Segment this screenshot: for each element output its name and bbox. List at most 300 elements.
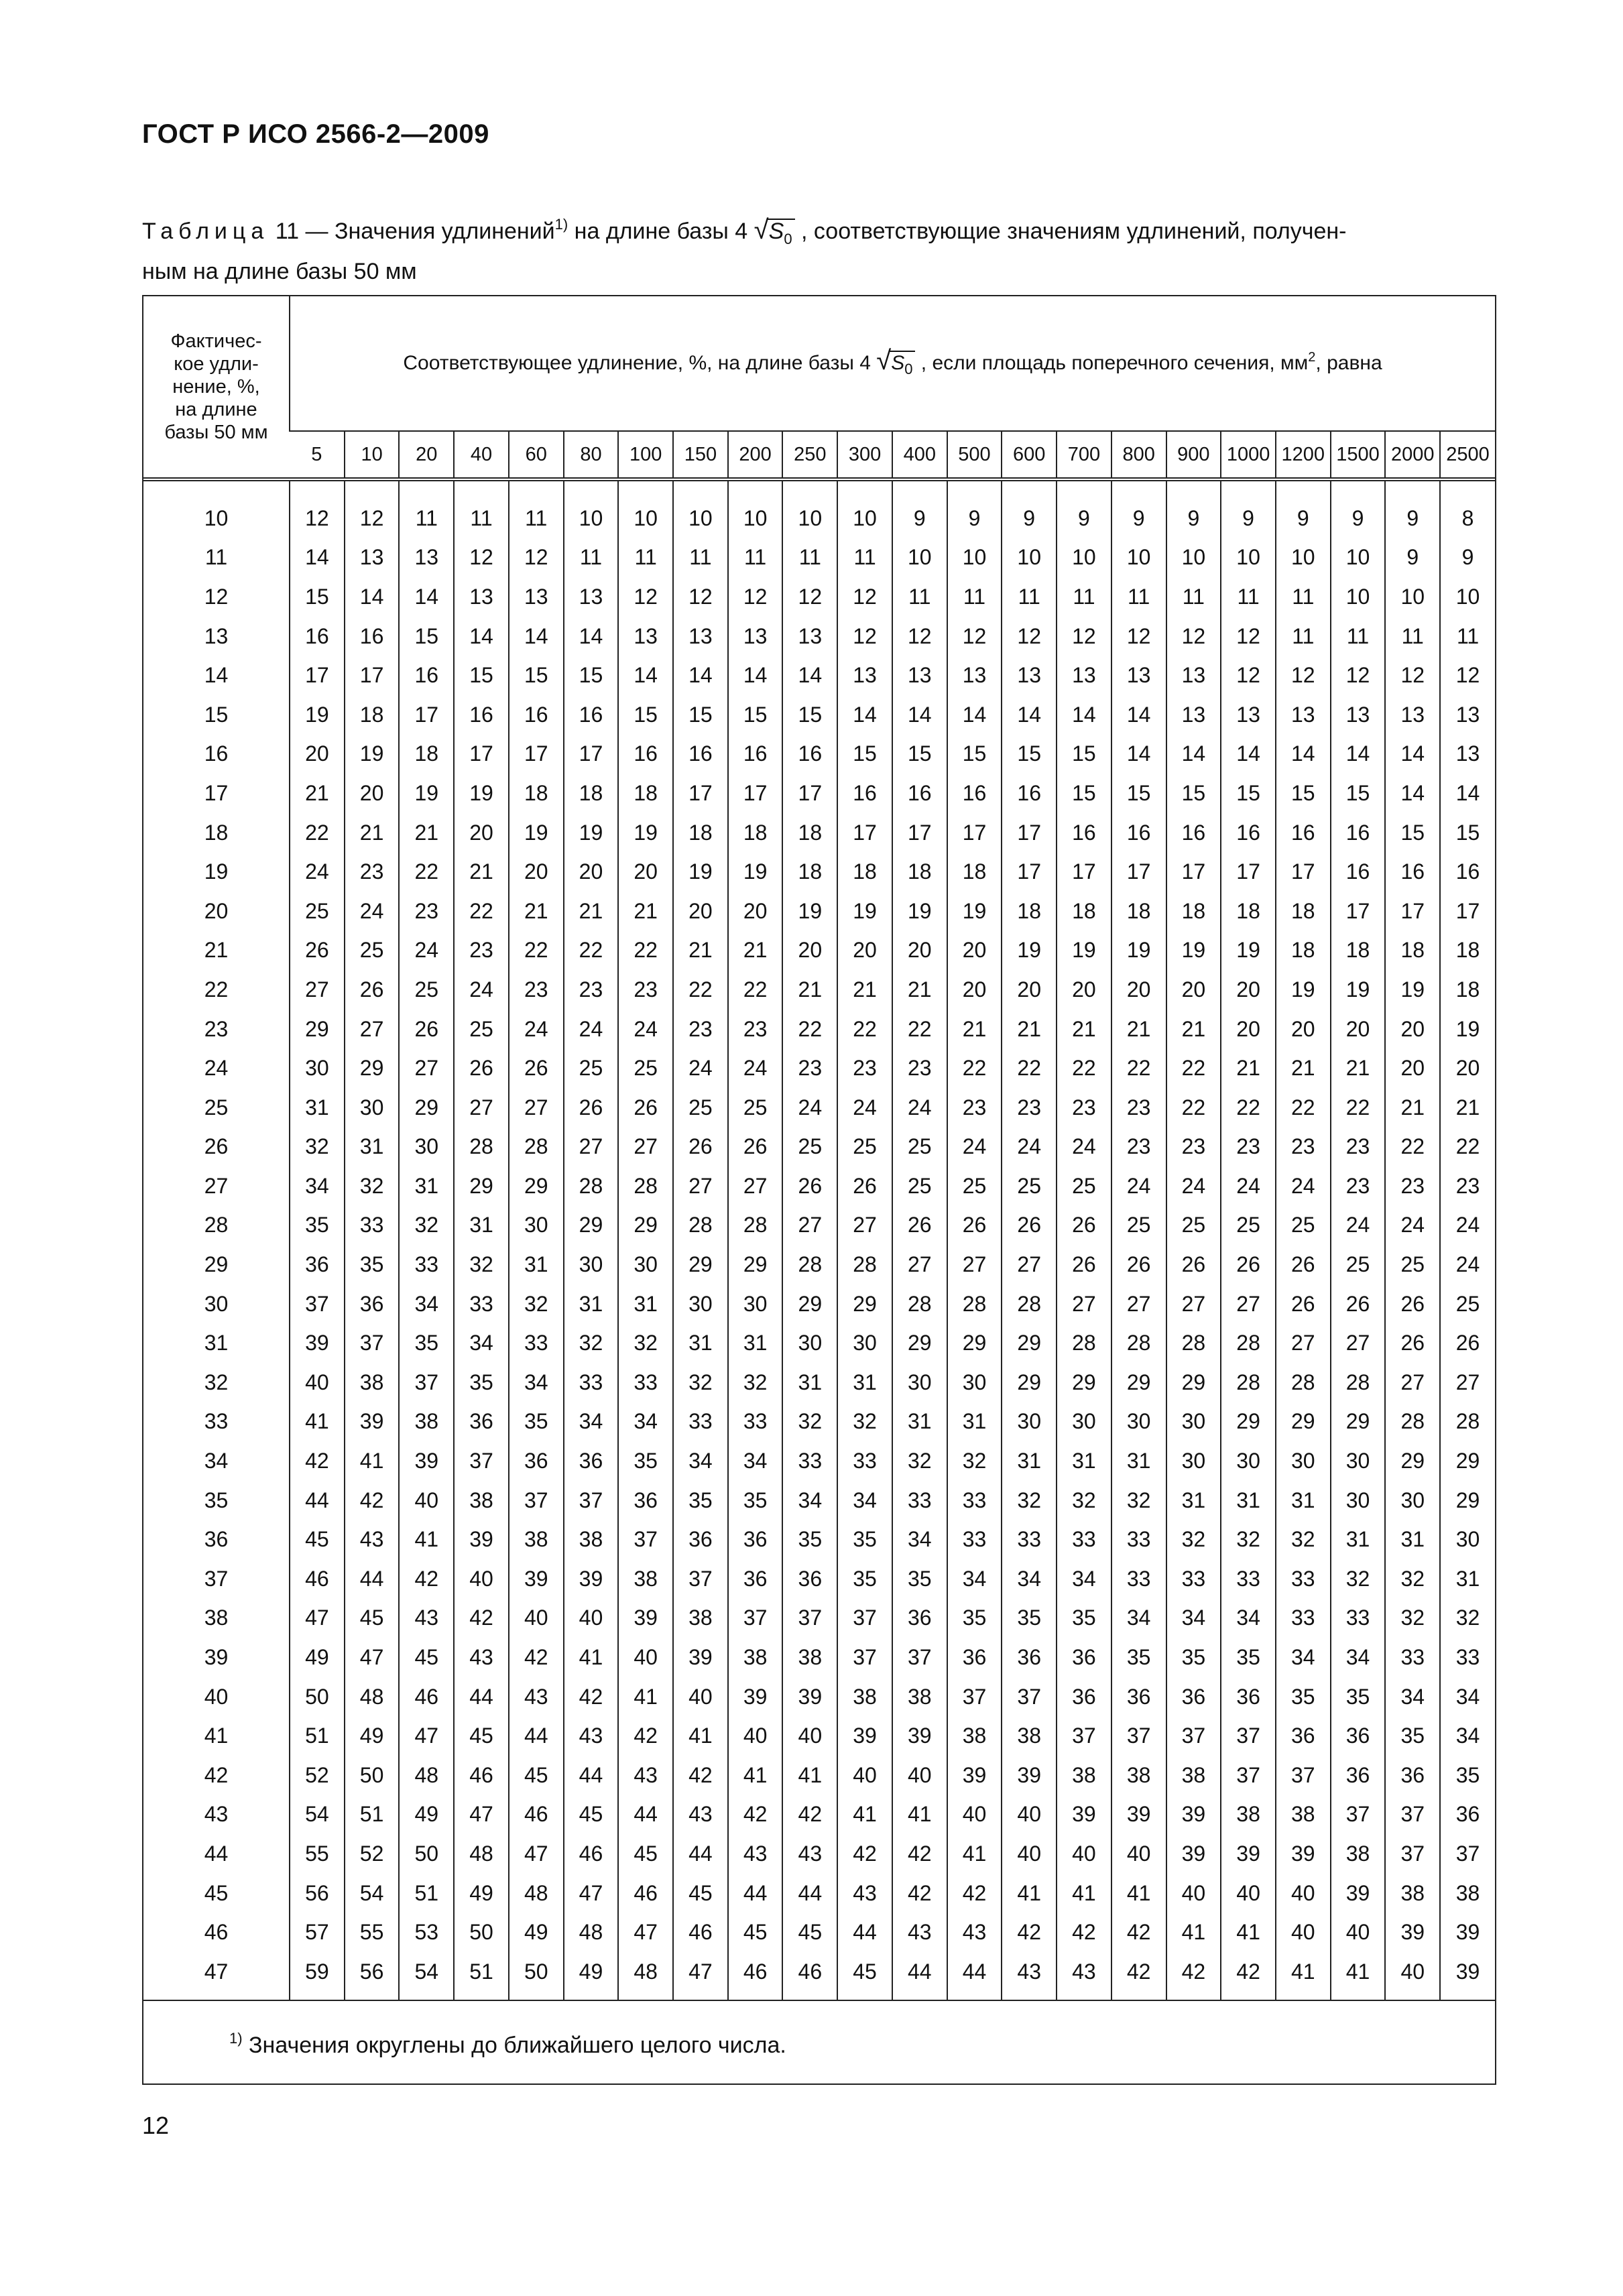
value-cell: 34 bbox=[728, 1441, 783, 1481]
spacer-cell bbox=[1385, 479, 1440, 499]
value-cell: 50 bbox=[399, 1834, 454, 1874]
value-cell: 36 bbox=[1331, 1756, 1386, 1795]
value-cell: 15 bbox=[1385, 813, 1440, 853]
value-cell: 13 bbox=[454, 577, 509, 617]
value-cell: 27 bbox=[564, 1128, 619, 1167]
area-column-header: 2500 bbox=[1440, 431, 1495, 479]
value-cell: 29 bbox=[1166, 1363, 1221, 1402]
caption-text-b: на длине базы 4 bbox=[568, 219, 754, 244]
value-cell: 26 bbox=[399, 1010, 454, 1049]
value-cell: 31 bbox=[1166, 1481, 1221, 1520]
value-cell: 17 bbox=[399, 695, 454, 735]
value-cell: 19 bbox=[1057, 931, 1111, 971]
spacer-cell bbox=[947, 479, 1002, 499]
value-cell: 19 bbox=[1002, 931, 1057, 971]
spacer-cell bbox=[892, 1992, 947, 2000]
value-cell: 17 bbox=[728, 774, 783, 813]
value-cell: 42 bbox=[1221, 1952, 1276, 1992]
value-cell: 39 bbox=[1002, 1756, 1057, 1795]
spacer-cell bbox=[454, 1992, 509, 2000]
value-cell: 21 bbox=[1057, 1010, 1111, 1049]
value-cell: 36 bbox=[728, 1520, 783, 1559]
caption-label: Таблица bbox=[142, 219, 269, 244]
value-cell: 30 bbox=[947, 1363, 1002, 1402]
value-cell: 26 bbox=[837, 1166, 892, 1206]
value-cell: 30 bbox=[837, 1323, 892, 1363]
value-cell: 37 bbox=[728, 1599, 783, 1638]
value-cell: 43 bbox=[728, 1834, 783, 1874]
value-cell: 35 bbox=[1331, 1677, 1386, 1717]
value-cell: 37 bbox=[673, 1559, 728, 1599]
value-cell: 27 bbox=[1440, 1363, 1495, 1402]
value-cell: 43 bbox=[837, 1874, 892, 1913]
value-cell: 17 bbox=[1111, 852, 1166, 892]
value-cell: 39 bbox=[618, 1599, 673, 1638]
value-cell: 17 bbox=[1331, 892, 1386, 931]
value-cell: 40 bbox=[1276, 1874, 1331, 1913]
value-cell: 12 bbox=[782, 577, 837, 617]
value-cell: 40 bbox=[837, 1756, 892, 1795]
table-row bbox=[143, 813, 1495, 853]
value-cell: 16 bbox=[1385, 852, 1440, 892]
value-cell: 29 bbox=[618, 1206, 673, 1246]
spacer-cell bbox=[1002, 1992, 1057, 2000]
value-cell: 38 bbox=[1057, 1756, 1111, 1795]
value-cell: 48 bbox=[564, 1913, 619, 1952]
value-cell: 28 bbox=[1111, 1323, 1166, 1363]
value-cell: 33 bbox=[947, 1520, 1002, 1559]
value-cell: 13 bbox=[345, 538, 400, 578]
value-cell: 40 bbox=[1166, 1874, 1221, 1913]
value-cell: 25 bbox=[290, 892, 345, 931]
value-cell: 43 bbox=[892, 1913, 947, 1952]
value-cell: 19 bbox=[1385, 970, 1440, 1010]
value-cell: 30 bbox=[1166, 1402, 1221, 1442]
spacer-cell bbox=[1057, 479, 1111, 499]
value-cell: 12 bbox=[1276, 656, 1331, 695]
value-cell: 14 bbox=[782, 656, 837, 695]
spacer-cell bbox=[728, 479, 783, 499]
value-cell: 21 bbox=[509, 892, 564, 931]
value-cell: 37 bbox=[454, 1441, 509, 1481]
value-cell: 47 bbox=[564, 1874, 619, 1913]
value-cell: 9 bbox=[1166, 499, 1221, 538]
value-cell: 40 bbox=[1276, 1913, 1331, 1952]
value-cell: 37 bbox=[618, 1520, 673, 1559]
value-cell: 18 bbox=[1276, 931, 1331, 971]
value-cell: 44 bbox=[837, 1913, 892, 1952]
row-label-cell: 45 bbox=[204, 1880, 229, 1905]
value-cell: 37 bbox=[290, 1284, 345, 1324]
value-cell: 35 bbox=[1440, 1756, 1495, 1795]
value-cell: 27 bbox=[399, 1048, 454, 1088]
value-cell: 22 bbox=[1385, 1128, 1440, 1167]
value-cell: 30 bbox=[1385, 1481, 1440, 1520]
value-cell: 29 bbox=[1002, 1363, 1057, 1402]
value-cell: 36 bbox=[618, 1481, 673, 1520]
value-cell: 59 bbox=[290, 1952, 345, 1992]
value-cell: 38 bbox=[782, 1638, 837, 1677]
value-cell: 11 bbox=[1276, 577, 1331, 617]
value-cell: 21 bbox=[290, 774, 345, 813]
value-cell: 37 bbox=[399, 1363, 454, 1402]
value-cell: 26 bbox=[1057, 1245, 1111, 1284]
value-cell: 27 bbox=[673, 1166, 728, 1206]
value-cell: 11 bbox=[1440, 617, 1495, 656]
value-cell: 36 bbox=[1166, 1677, 1221, 1717]
value-cell: 34 bbox=[1385, 1677, 1440, 1717]
value-cell: 21 bbox=[1166, 1010, 1221, 1049]
spacer-cell bbox=[1331, 479, 1386, 499]
value-cell: 33 bbox=[399, 1245, 454, 1284]
value-cell: 35 bbox=[454, 1363, 509, 1402]
value-cell: 39 bbox=[1111, 1795, 1166, 1835]
value-cell: 41 bbox=[947, 1834, 1002, 1874]
area-column-header: 300 bbox=[837, 431, 892, 479]
value-cell: 32 bbox=[1111, 1481, 1166, 1520]
value-cell: 39 bbox=[1331, 1874, 1386, 1913]
row-label-cell: 41 bbox=[204, 1724, 229, 1748]
value-cell: 23 bbox=[399, 892, 454, 931]
value-cell: 20 bbox=[1221, 970, 1276, 1010]
value-cell: 41 bbox=[673, 1716, 728, 1756]
value-cell: 9 bbox=[1276, 499, 1331, 538]
value-cell: 36 bbox=[947, 1638, 1002, 1677]
value-cell: 34 bbox=[1166, 1599, 1221, 1638]
value-cell: 13 bbox=[1331, 695, 1386, 735]
value-cell: 33 bbox=[1057, 1520, 1111, 1559]
value-cell: 24 bbox=[1057, 1128, 1111, 1167]
value-cell: 20 bbox=[618, 852, 673, 892]
radicand bbox=[890, 351, 915, 381]
value-cell: 13 bbox=[1385, 695, 1440, 735]
value-cell: 36 bbox=[454, 1402, 509, 1442]
value-cell: 40 bbox=[892, 1756, 947, 1795]
value-cell: 29 bbox=[1057, 1363, 1111, 1402]
value-cell: 18 bbox=[673, 813, 728, 853]
spacer-cell bbox=[618, 1992, 673, 2000]
value-cell: 15 bbox=[947, 735, 1002, 774]
value-cell: 25 bbox=[947, 1166, 1002, 1206]
value-cell: 25 bbox=[1385, 1245, 1440, 1284]
value-cell: 25 bbox=[1057, 1166, 1111, 1206]
value-cell: 29 bbox=[1276, 1402, 1331, 1442]
radicand-s: S bbox=[891, 352, 905, 374]
value-cell: 35 bbox=[782, 1520, 837, 1559]
value-cell: 31 bbox=[1385, 1520, 1440, 1559]
value-cell: 17 bbox=[345, 656, 400, 695]
value-cell: 37 bbox=[1221, 1756, 1276, 1795]
value-cell: 20 bbox=[782, 931, 837, 971]
value-cell: 15 bbox=[290, 577, 345, 617]
value-cell: 8 bbox=[1440, 499, 1495, 538]
value-cell: 10 bbox=[618, 499, 673, 538]
value-cell: 25 bbox=[1276, 1206, 1331, 1246]
spacer-cell bbox=[1057, 1992, 1111, 2000]
value-cell: 33 bbox=[618, 1363, 673, 1402]
value-cell: 45 bbox=[509, 1756, 564, 1795]
value-cell: 13 bbox=[892, 656, 947, 695]
value-cell: 18 bbox=[1331, 931, 1386, 971]
value-cell: 26 bbox=[1276, 1245, 1331, 1284]
value-cell: 43 bbox=[782, 1834, 837, 1874]
spacer-cell bbox=[837, 479, 892, 499]
value-cell: 35 bbox=[1002, 1599, 1057, 1638]
value-cell: 19 bbox=[1276, 970, 1331, 1010]
area-column-header: 700 bbox=[1057, 431, 1111, 479]
row-label-cell: 27 bbox=[204, 1173, 229, 1198]
value-cell: 17 bbox=[509, 735, 564, 774]
value-cell: 12 bbox=[673, 577, 728, 617]
span-header-a: Соответствующее удлинение, %, на длине базы 4 bbox=[403, 352, 877, 374]
value-cell: 29 bbox=[1111, 1363, 1166, 1402]
row-label-cell: 40 bbox=[204, 1684, 229, 1709]
value-cell: 33 bbox=[673, 1402, 728, 1442]
value-cell: 26 bbox=[673, 1128, 728, 1167]
value-cell: 32 bbox=[1331, 1559, 1386, 1599]
row-label-cell: 14 bbox=[204, 663, 229, 688]
value-cell: 43 bbox=[454, 1638, 509, 1677]
value-cell: 28 bbox=[618, 1166, 673, 1206]
span-header-sup: 2 bbox=[1308, 350, 1316, 365]
value-cell: 37 bbox=[1385, 1795, 1440, 1835]
value-cell: 42 bbox=[1057, 1913, 1111, 1952]
value-cell: 39 bbox=[1057, 1795, 1111, 1835]
value-cell: 15 bbox=[892, 735, 947, 774]
value-cell: 26 bbox=[1331, 1284, 1386, 1324]
value-cell: 25 bbox=[399, 970, 454, 1010]
row-label-cell: 21 bbox=[204, 938, 229, 963]
row-label-cell: 47 bbox=[204, 1959, 229, 1984]
value-cell: 30 bbox=[618, 1245, 673, 1284]
value-cell: 27 bbox=[947, 1245, 1002, 1284]
value-cell: 14 bbox=[837, 695, 892, 735]
spacer-cell bbox=[837, 1992, 892, 2000]
value-cell: 31 bbox=[1331, 1520, 1386, 1559]
value-cell: 50 bbox=[290, 1677, 345, 1717]
value-cell: 17 bbox=[1166, 852, 1221, 892]
value-cell: 12 bbox=[290, 499, 345, 538]
value-cell: 17 bbox=[837, 813, 892, 853]
value-cell: 40 bbox=[673, 1677, 728, 1717]
value-cell: 18 bbox=[564, 774, 619, 813]
value-cell: 28 bbox=[1331, 1363, 1386, 1402]
value-cell: 47 bbox=[618, 1913, 673, 1952]
value-cell: 39 bbox=[782, 1677, 837, 1717]
value-cell: 14 bbox=[1111, 735, 1166, 774]
spacer-cell bbox=[728, 1992, 783, 2000]
row-label-cell: 37 bbox=[204, 1566, 229, 1591]
value-cell: 37 bbox=[345, 1323, 400, 1363]
value-cell: 49 bbox=[399, 1795, 454, 1835]
value-cell: 38 bbox=[1276, 1795, 1331, 1835]
value-cell: 24 bbox=[1440, 1206, 1495, 1246]
value-cell: 39 bbox=[1385, 1913, 1440, 1952]
value-cell: 25 bbox=[1331, 1245, 1386, 1284]
value-cell: 26 bbox=[1385, 1284, 1440, 1324]
value-cell: 32 bbox=[509, 1284, 564, 1324]
value-cell: 18 bbox=[509, 774, 564, 813]
value-cell: 30 bbox=[290, 1048, 345, 1088]
value-cell: 26 bbox=[947, 1206, 1002, 1246]
value-cell: 20 bbox=[837, 931, 892, 971]
value-cell: 15 bbox=[1276, 774, 1331, 813]
value-cell: 28 bbox=[509, 1128, 564, 1167]
value-cell: 10 bbox=[892, 538, 947, 578]
value-cell: 48 bbox=[345, 1677, 400, 1717]
value-cell: 41 bbox=[399, 1520, 454, 1559]
value-cell: 42 bbox=[782, 1795, 837, 1835]
value-cell: 33 bbox=[728, 1402, 783, 1442]
value-cell: 29 bbox=[837, 1284, 892, 1324]
value-cell: 12 bbox=[454, 538, 509, 578]
value-cell: 11 bbox=[1331, 617, 1386, 656]
value-cell: 30 bbox=[1440, 1520, 1495, 1559]
value-cell: 10 bbox=[1111, 538, 1166, 578]
value-cell: 19 bbox=[564, 813, 619, 853]
value-cell: 39 bbox=[1166, 1795, 1221, 1835]
value-cell: 25 bbox=[837, 1128, 892, 1167]
value-cell: 17 bbox=[947, 813, 1002, 853]
value-cell: 24 bbox=[509, 1010, 564, 1049]
value-cell: 35 bbox=[1111, 1638, 1166, 1677]
value-cell: 22 bbox=[618, 931, 673, 971]
value-cell: 40 bbox=[1002, 1795, 1057, 1835]
value-cell: 24 bbox=[1331, 1206, 1386, 1246]
area-column-header: 40 bbox=[454, 431, 509, 479]
value-cell: 21 bbox=[454, 852, 509, 892]
row-label-cell: 17 bbox=[204, 780, 229, 805]
value-cell: 12 bbox=[1111, 617, 1166, 656]
value-cell: 56 bbox=[290, 1874, 345, 1913]
footnote-text: Значения округлены до ближайшего целого числа. bbox=[242, 2033, 786, 2058]
area-column-header: 80 bbox=[564, 431, 619, 479]
corner-header-line: базы 50 мм bbox=[164, 422, 268, 443]
value-cell: 22 bbox=[564, 931, 619, 971]
value-cell: 27 bbox=[782, 1206, 837, 1246]
value-cell: 22 bbox=[1440, 1128, 1495, 1167]
value-cell: 11 bbox=[454, 499, 509, 538]
value-cell: 10 bbox=[947, 538, 1002, 578]
value-cell: 49 bbox=[345, 1716, 400, 1756]
value-cell: 36 bbox=[564, 1441, 619, 1481]
value-cell: 48 bbox=[454, 1834, 509, 1874]
value-cell: 34 bbox=[1221, 1599, 1276, 1638]
value-cell: 17 bbox=[1221, 852, 1276, 892]
value-cell: 12 bbox=[837, 577, 892, 617]
value-cell: 18 bbox=[728, 813, 783, 853]
value-cell: 18 bbox=[1276, 892, 1331, 931]
spacer-cell bbox=[782, 1992, 837, 2000]
value-cell: 32 bbox=[1166, 1520, 1221, 1559]
value-cell: 16 bbox=[1221, 813, 1276, 853]
value-cell: 37 bbox=[1276, 1756, 1331, 1795]
table-row bbox=[143, 538, 1495, 578]
value-cell: 11 bbox=[1002, 577, 1057, 617]
value-cell: 40 bbox=[509, 1599, 564, 1638]
row-label-cell: 10 bbox=[204, 505, 229, 530]
value-cell: 14 bbox=[1331, 735, 1386, 774]
value-cell: 25 bbox=[728, 1088, 783, 1128]
value-cell: 12 bbox=[1440, 656, 1495, 695]
value-cell: 28 bbox=[1221, 1363, 1276, 1402]
area-column-header: 250 bbox=[782, 431, 837, 479]
value-cell: 44 bbox=[454, 1677, 509, 1717]
value-cell: 12 bbox=[892, 617, 947, 656]
value-cell: 33 bbox=[1111, 1520, 1166, 1559]
value-cell: 46 bbox=[454, 1756, 509, 1795]
value-cell: 27 bbox=[290, 970, 345, 1010]
value-cell: 23 bbox=[892, 1048, 947, 1088]
value-cell: 33 bbox=[837, 1441, 892, 1481]
value-cell: 24 bbox=[290, 852, 345, 892]
value-cell: 23 bbox=[345, 852, 400, 892]
value-cell: 46 bbox=[782, 1952, 837, 1992]
value-cell: 42 bbox=[892, 1874, 947, 1913]
value-cell: 16 bbox=[454, 695, 509, 735]
value-cell: 23 bbox=[1276, 1128, 1331, 1167]
value-cell: 23 bbox=[1002, 1088, 1057, 1128]
value-cell: 47 bbox=[290, 1599, 345, 1638]
value-cell: 42 bbox=[509, 1638, 564, 1677]
value-cell: 13 bbox=[782, 617, 837, 656]
value-cell: 13 bbox=[728, 617, 783, 656]
value-cell: 23 bbox=[564, 970, 619, 1010]
value-cell: 42 bbox=[345, 1481, 400, 1520]
table-row bbox=[143, 1481, 1495, 1520]
value-cell: 50 bbox=[345, 1756, 400, 1795]
value-cell: 11 bbox=[782, 538, 837, 578]
area-column-header: 2000 bbox=[1385, 431, 1440, 479]
value-cell: 38 bbox=[1002, 1716, 1057, 1756]
value-cell: 26 bbox=[782, 1166, 837, 1206]
table-row bbox=[143, 735, 1495, 774]
value-cell: 10 bbox=[1166, 538, 1221, 578]
value-cell: 31 bbox=[782, 1363, 837, 1402]
value-cell: 39 bbox=[1440, 1952, 1495, 1992]
value-cell: 47 bbox=[454, 1795, 509, 1835]
row-label-cell: 12 bbox=[204, 584, 229, 609]
value-cell: 20 bbox=[1385, 1048, 1440, 1088]
value-cell: 37 bbox=[1057, 1716, 1111, 1756]
value-cell: 17 bbox=[1002, 813, 1057, 853]
value-cell: 23 bbox=[1111, 1088, 1166, 1128]
footnote-mark: 1) bbox=[229, 2030, 243, 2047]
value-cell: 36 bbox=[1276, 1716, 1331, 1756]
value-cell: 30 bbox=[564, 1245, 619, 1284]
page-number: 12 bbox=[142, 2112, 170, 2139]
value-cell: 35 bbox=[1166, 1638, 1221, 1677]
table-row bbox=[143, 1010, 1495, 1049]
elongation-table bbox=[142, 295, 1496, 2085]
value-cell: 38 bbox=[673, 1599, 728, 1638]
value-cell: 14 bbox=[345, 577, 400, 617]
value-cell: 18 bbox=[345, 695, 400, 735]
value-cell: 34 bbox=[892, 1520, 947, 1559]
value-cell: 25 bbox=[564, 1048, 619, 1088]
value-cell: 9 bbox=[1111, 499, 1166, 538]
value-cell: 19 bbox=[454, 774, 509, 813]
table-row bbox=[143, 1088, 1495, 1128]
value-cell: 15 bbox=[1440, 813, 1495, 853]
value-cell: 39 bbox=[399, 1441, 454, 1481]
value-cell: 46 bbox=[290, 1559, 345, 1599]
value-cell: 37 bbox=[892, 1638, 947, 1677]
value-cell: 9 bbox=[892, 499, 947, 538]
spacer-cell bbox=[143, 1992, 290, 2000]
value-cell: 27 bbox=[1331, 1323, 1386, 1363]
table-row bbox=[143, 1128, 1495, 1167]
